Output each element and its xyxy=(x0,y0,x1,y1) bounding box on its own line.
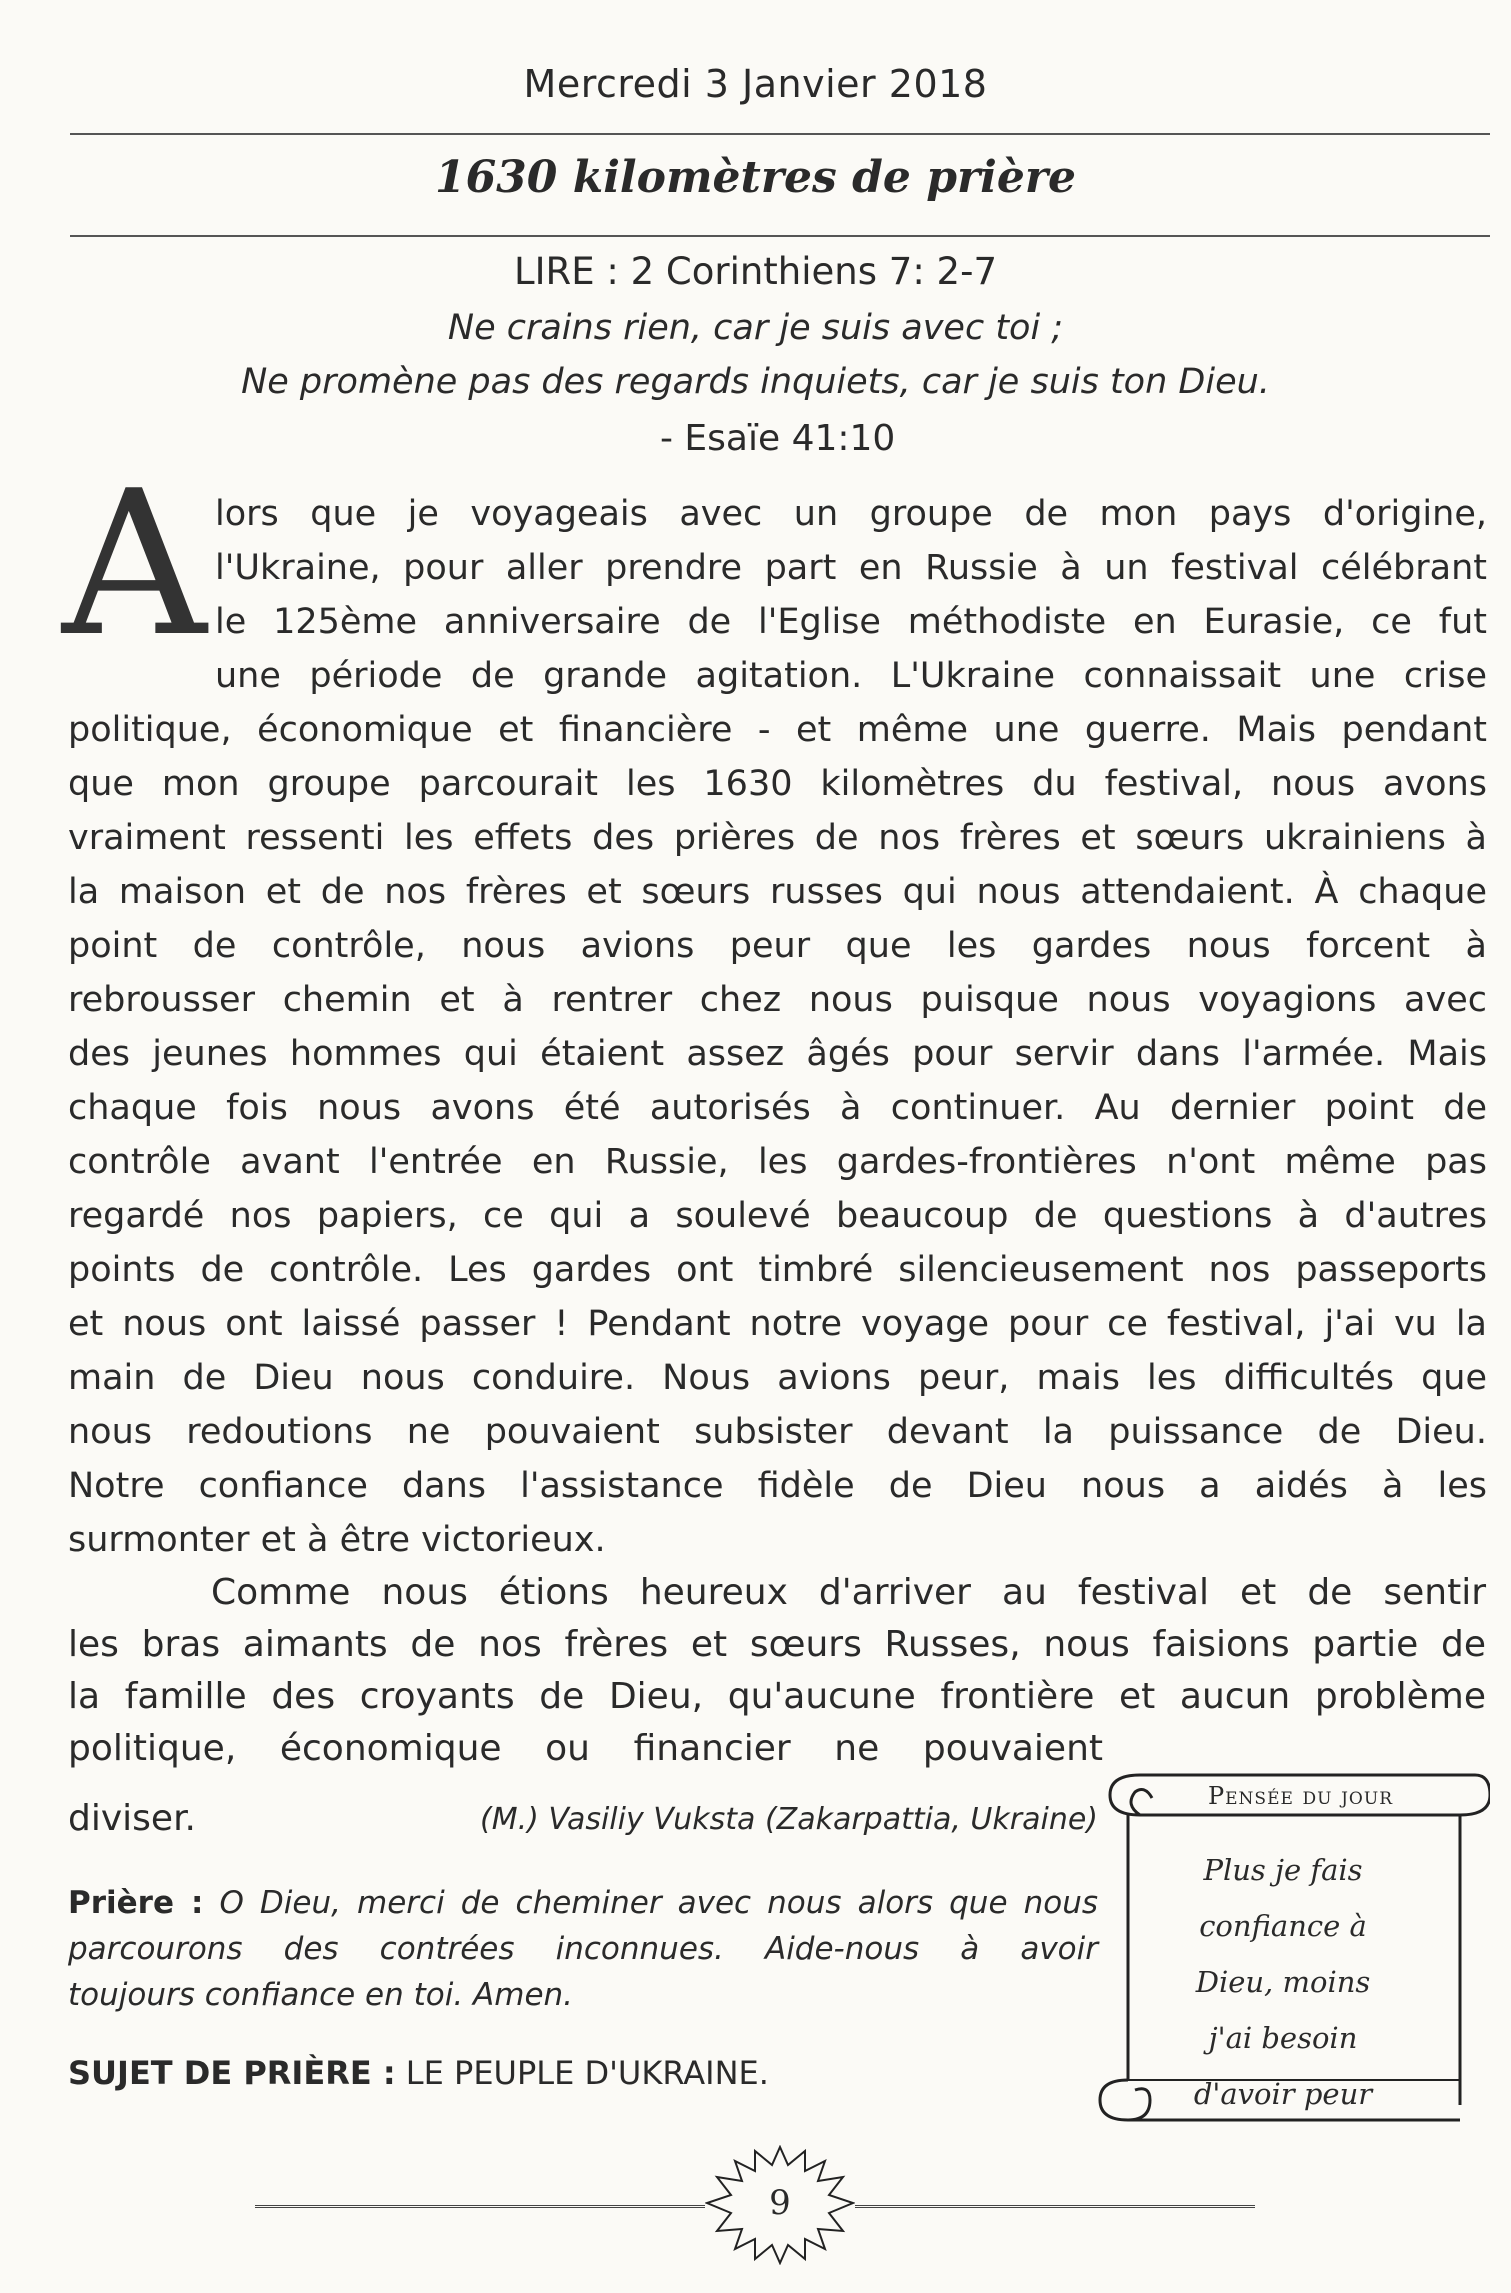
paragraph-line: Notre confiance dans l'assistance fidèle de Dieu nous a aidés à les xyxy=(68,1466,1487,1506)
closing-line xyxy=(68,1798,1098,1839)
thought-of-the-day-scroll xyxy=(1080,1760,1490,2130)
prayer-subject-value: LE PEUPLE D'UKRAINE. xyxy=(405,2054,769,2092)
paragraph-line: la famille des croyants de Dieu, qu'aucune frontière et aucun problème xyxy=(68,1676,1486,1717)
footer-divider-left xyxy=(255,2205,705,2208)
verse-line-1: Ne crains rien, car je suis avec toi ; xyxy=(447,308,1064,348)
thought-line: confiance à xyxy=(1199,1909,1367,1943)
paragraph-line: des jeunes hommes qui étaient assez âgés pour servir dans l'armée. Mais xyxy=(68,1034,1487,1074)
page-number: 9 xyxy=(769,2183,791,2223)
paragraph-line: le 125ème anniversaire de l'Eglise méthodiste en Eurasie, ce fut xyxy=(215,602,1487,642)
paragraph-line: la maison et de nos frères et sœurs russes qui nous attendaient. À chaque xyxy=(68,872,1487,912)
verse-reference: - Esaïe 41:10 xyxy=(660,418,896,459)
page-date: Mercredi 3 Janvier 2018 xyxy=(523,62,988,106)
paragraph-line: diviser. xyxy=(68,1798,197,1839)
paragraph-line: politique, économique et financière - et même une guerre. Mais pendant xyxy=(68,710,1487,750)
paragraph-line: l'Ukraine, pour aller prendre part en Russie à un festival célébrant xyxy=(215,548,1487,588)
prayer-line: toujours confiance en toi. Amen. xyxy=(68,1977,574,2013)
paragraph-line: surmonter et à être victorieux. xyxy=(68,1520,606,1560)
reading-reference: LIRE : 2 Corinthiens 7: 2-7 xyxy=(513,250,997,293)
paragraph-line: chaque fois nous avons été autorisés à continuer. Au dernier point de xyxy=(68,1088,1487,1128)
header-divider-top xyxy=(70,133,1490,135)
paragraph-line: que mon groupe parcourait les 1630 kilomètres du festival, nous avons xyxy=(68,764,1487,804)
paragraph-line: une période de grande agitation. L'Ukraine connaissait une crise xyxy=(215,656,1487,696)
drop-cap: A xyxy=(62,448,207,681)
paragraph-line: rebrousser chemin et à rentrer chez nous puisque nous voyagions avec xyxy=(68,980,1487,1020)
page-title: 1630 kilomètres de prière xyxy=(434,152,1077,203)
prayer-subject-label: SUJET DE PRIÈRE : xyxy=(68,2054,396,2092)
paragraph-line: et nous ont laissé passer ! Pendant notre voyage pour ce festival, j'ai vu la xyxy=(68,1304,1487,1344)
paragraph-line: les bras aimants de nos frères et sœurs Russes, nous faisions partie de xyxy=(68,1624,1486,1665)
thought-text xyxy=(1128,1842,1438,2122)
prayer-label: Prière : xyxy=(68,1885,204,1921)
paragraph-line: lors que je voyageais avec un groupe de mon pays d'origine, xyxy=(215,494,1487,534)
thought-heading: Pensée du jour xyxy=(1208,1782,1393,1810)
paragraph-line: Comme nous étions heureux d'arriver au festival et de sentir xyxy=(211,1572,1486,1613)
prayer-subject xyxy=(68,2054,769,2092)
paragraph-line: vraiment ressenti les effets des prières de nos frères et sœurs ukrainiens à xyxy=(68,818,1487,858)
paragraph-line: politique, économique ou financier ne pouvaient xyxy=(68,1728,1103,1769)
paragraph-2 xyxy=(68,1567,1486,1775)
paragraph-line: nous redoutions ne pouvaient subsister devant la puissance de Dieu. xyxy=(68,1412,1487,1452)
thought-line: Plus je fais xyxy=(1203,1853,1363,1887)
verse-line-2: Ne promène pas des regards inquiets, car je suis ton Dieu. xyxy=(241,362,1270,402)
paragraph-line: contrôle avant l'entrée en Russie, les gardes-frontières n'ont même pas xyxy=(68,1142,1487,1182)
author-signature: (M.) Vasiliy Vuksta (Zakarpattia, Ukraine) xyxy=(479,1802,1098,1837)
prayer-block xyxy=(68,1880,1098,2018)
prayer-line: O Dieu, merci de cheminer avec nous alors que nous xyxy=(219,1885,1098,1921)
footer-divider-right xyxy=(855,2205,1255,2208)
header-divider-bottom xyxy=(70,235,1490,237)
thought-line: Dieu, moins xyxy=(1195,1965,1371,1999)
prayer-line: parcourons des contrées inconnues. Aide-nous à avoir xyxy=(68,1931,1098,1967)
paragraph-line: point de contrôle, nous avions peur que les gardes nous forcent à xyxy=(68,926,1487,966)
paragraph-line: main de Dieu nous conduire. Nous avions peur, mais les difficultés que xyxy=(68,1358,1487,1398)
thought-line: d'avoir peur xyxy=(1193,2077,1373,2111)
paragraph-line: points de contrôle. Les gardes ont timbré silencieusement nos passeports xyxy=(68,1250,1487,1290)
thought-line: j'ai besoin xyxy=(1208,2021,1358,2055)
paragraph-line: regardé nos papiers, ce qui a soulevé beaucoup de questions à d'autres xyxy=(68,1196,1487,1236)
